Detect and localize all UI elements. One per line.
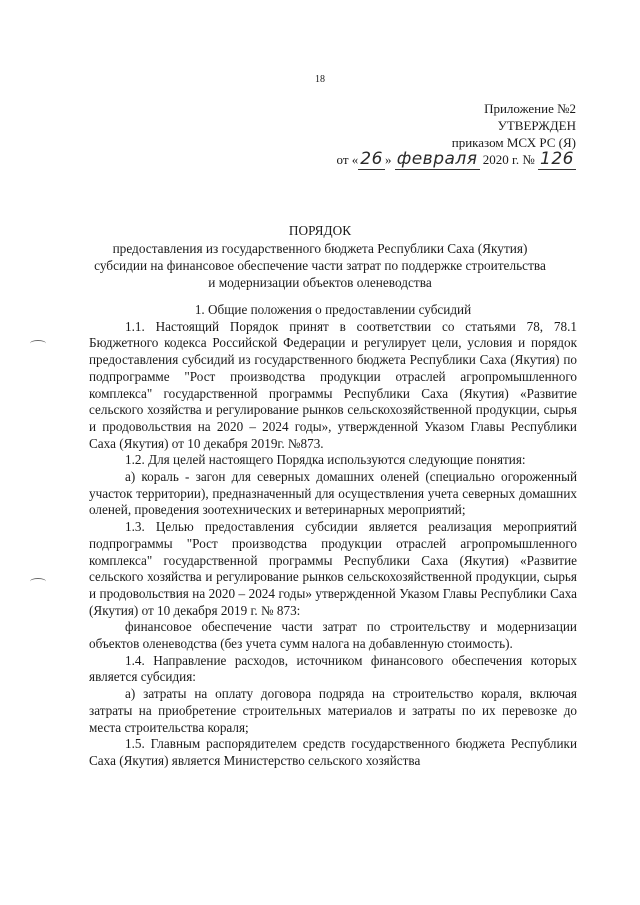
approval-date-line [337, 151, 576, 168]
title-subtitle: предоставления из государственного бюджета Республики Саха (Якутия) субсидии на финансовое обеспечение части затрат по поддержке строительства и модернизации объектов оленеводства [94, 241, 546, 290]
paragraph: финансовое обеспечение части затрат по строительству и модернизации объектов оленеводства (без учета сумм налога на добавленную стоимость). [89, 619, 577, 652]
date-mid: » [384, 152, 392, 167]
document-body [89, 302, 577, 770]
paragraph: 1.3. Целью предоставления субсидии является реализация мероприятий подпрограммы "Рост производства продукции отраслей агропромышленного комплекса" государственной программы Республики Саха (Якутия) «Развитие сельского хозяйства и регулирование рынков сельскохозяйственной продукции, сырья и продовольствия на 2020 – 2024 годы» утвержденной Указом Главы Республики Саха (Якутия) от 10 декабря 2019 г. № 873: [89, 519, 577, 618]
margin-mark [30, 340, 46, 347]
order-label: приказом МСХ РС (Я) [451, 135, 576, 150]
document-title [90, 222, 550, 291]
paragraph: 1.1. Настоящий Порядок принят в соответствии со статьями 78, 78.1 Бюджетного кодекса Российской Федерации и регулирует цели, условия и порядок предоставления субсидий из государственного бюджета Республики Саха (Якутия) по подпрограмме "Рост производства продукции отраслей агропромышленного комплекса" государственной программы Республики Саха (Якутия) «Развитие сельского хозяйства и регулирование рынков сельскохозяйственной продукции, сырья и продовольствия на 2020 – 2024 годы», утвержденной Указом Главы Республики Саха (Якутия) от 10 декабря 2019г. №873. [89, 318, 577, 451]
year-text: 2020 г. № [482, 152, 535, 167]
approval-stamp [337, 100, 576, 168]
paragraph: а) затраты на оплату договора подряда на строительство кораля, включая затраты на приобретение строительных материалов и затраты по их перевозке до места строительства кораля; [89, 686, 577, 735]
handwritten-number: 126 [540, 149, 574, 169]
margin-mark [30, 578, 46, 585]
approved-label: УТВЕРЖДЕН [497, 118, 576, 133]
paragraph: 1.4. Направление расходов, источником финансового обеспечения которых является субсидия: [89, 652, 577, 685]
paragraph: 1.2. Для целей настоящего Порядка используются следующие понятия: [125, 452, 526, 468]
title-heading: ПОРЯДОК [288, 223, 352, 238]
handwritten-day: 26 [360, 149, 383, 169]
page-number: 18 [315, 74, 325, 85]
paragraph: а) кораль - загон для северных домашних оленей (специально огороженный участок территории), предназначенный для осуществления учета северных домашних оленей, проведения зоотехнических и ветеринарных мероприятий; [89, 469, 577, 518]
paragraph: 1.5. Главным распорядителем средств государственного бюджета Республики Саха (Якутия) является Министерство сельского хозяйства [89, 736, 577, 768]
date-prefix: от « [336, 152, 359, 167]
section-heading: 1. Общие положения о предоставлении субсидий [194, 302, 472, 317]
handwritten-month: февраля [396, 149, 478, 169]
appendix-label: Приложение №2 [484, 101, 576, 116]
